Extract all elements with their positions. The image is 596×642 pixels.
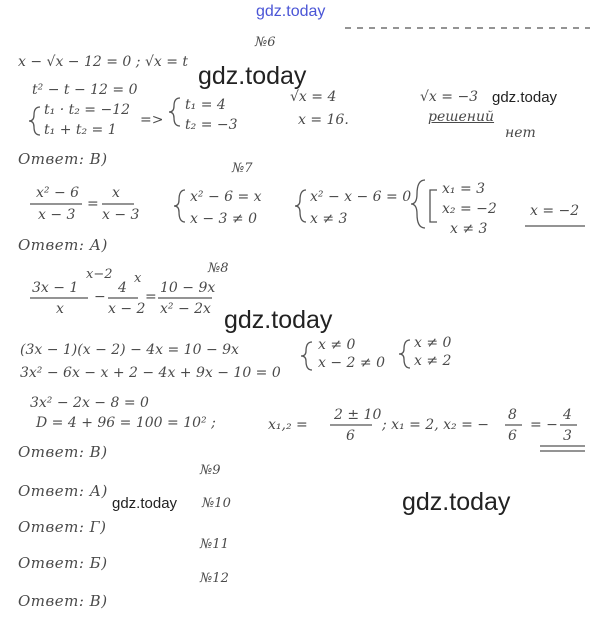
problem-7-set-x1: x₁ = 3 xyxy=(442,181,486,197)
problem-8-f2-multiplier: x xyxy=(134,271,142,286)
watermark-1: gdz.today xyxy=(198,62,307,90)
problem-8-roots-numerator: 2 ± 10 xyxy=(334,407,382,423)
problem-7-equals: = xyxy=(87,196,99,212)
problem-9-answer: Ответ: А) xyxy=(18,482,108,500)
problem-7-result: x = −2 xyxy=(530,203,580,219)
problem-8-roots-denominator: 6 xyxy=(346,428,355,444)
problem-8-discriminant: D = 4 + 96 = 100 = 10² ; xyxy=(36,415,216,431)
problem-7-system2-a: x² − x − 6 = 0 xyxy=(310,189,412,205)
problem-8-equals-minus: = − xyxy=(530,417,558,433)
problem-6-sub2: x = 16. xyxy=(298,112,349,128)
problem-8-f1-numerator: 3x − 1 xyxy=(32,280,79,296)
watermark-4: gdz.today xyxy=(112,495,178,512)
problem-8-roots-values: ; x₁ = 2, x₂ = − xyxy=(382,417,489,433)
problem-6-no-solution-2: нет xyxy=(505,125,536,141)
problem-8-equals: = xyxy=(145,289,157,305)
watermark-3: gdz.today xyxy=(224,306,333,334)
problem-6-number: №6 xyxy=(255,35,276,50)
watermark-5: gdz.today xyxy=(402,488,511,516)
problem-8-f2-numerator: 4 xyxy=(118,280,127,296)
watermark-2: gdz.today xyxy=(492,89,558,106)
problem-11-number: №11 xyxy=(200,537,229,552)
problem-8-x2-denominator: 6 xyxy=(508,428,517,444)
problem-8-number: №8 xyxy=(208,261,229,276)
problem-8-f1-multiplier: x−2 xyxy=(86,267,113,282)
problem-6-vieta-product: t₁ · t₂ = −12 xyxy=(44,102,131,118)
problem-6-sub3: √x = −3 xyxy=(420,89,479,105)
brace-6a xyxy=(29,107,40,135)
problem-9-number: №9 xyxy=(200,463,221,478)
problem-7-system1-b: x − 3 ≠ 0 xyxy=(190,211,257,227)
problem-8-f3-numerator: 10 − 9x xyxy=(160,280,216,296)
problem-6-answer: Ответ: В) xyxy=(18,150,108,168)
problem-8-line3: 3x² − 2x − 8 = 0 xyxy=(30,395,149,411)
problem-7-set-exclusion: x ≠ 3 xyxy=(450,221,488,237)
problem-10-answer: Ответ: Г) xyxy=(18,518,107,536)
problem-8-f2-denominator: x − 2 xyxy=(108,301,146,317)
brace-8a xyxy=(301,342,312,370)
problem-6-vieta-sum: t₁ + t₂ = 1 xyxy=(44,122,117,138)
problem-12-number: №12 xyxy=(200,571,229,586)
watermark-top: gdz.today xyxy=(256,3,326,20)
problem-7-system1-a: x² − 6 = x xyxy=(190,189,262,205)
problem-8-line1: (3x − 1)(x − 2) − 4x = 10 − 9x xyxy=(20,342,239,358)
problem-8-domain2-a: x ≠ 0 xyxy=(414,335,452,351)
problem-8-x2-simplified-denominator: 3 xyxy=(563,428,572,444)
problem-10-number: №10 xyxy=(202,496,231,511)
brace-7b xyxy=(295,190,306,222)
problem-8-x2-numerator: 8 xyxy=(508,407,517,423)
problem-7-answer: Ответ: А) xyxy=(18,236,108,254)
problem-8-domain2-b: x ≠ 2 xyxy=(414,353,452,369)
problem-7-set-x2: x₂ = −2 xyxy=(442,201,497,217)
problem-8-minus: − xyxy=(94,289,106,305)
problem-7-number: №7 xyxy=(232,161,253,176)
problem-8-domain1-a: x ≠ 0 xyxy=(318,337,356,353)
brace-8b xyxy=(399,340,410,368)
problem-6-root1: t₁ = 4 xyxy=(185,97,226,113)
brace-6b xyxy=(169,98,180,126)
problem-6-no-solution-1: решений xyxy=(428,109,495,125)
problem-8-roots-label: x₁,₂ = xyxy=(268,417,308,433)
problem-7-lhs-numerator: x² − 6 xyxy=(36,185,80,201)
problem-8-x2-simplified-numerator: 4 xyxy=(563,407,572,423)
problem-11-answer: Ответ: Б) xyxy=(18,554,108,572)
problem-6-arrow: => xyxy=(140,112,164,128)
problem-6-sub1: √x = 4 xyxy=(290,89,337,105)
problem-8-line2: 3x² − 6x − x + 2 − 4x + 9x − 10 = 0 xyxy=(20,365,281,381)
problem-7-rhs-denominator: x − 3 xyxy=(102,207,140,223)
problem-6-root2: t₂ = −3 xyxy=(185,117,238,133)
problem-7-system2-b: x ≠ 3 xyxy=(310,211,348,227)
problem-7-rhs-numerator: x xyxy=(112,185,120,201)
brace-7a xyxy=(174,190,185,222)
problem-8-answer: Ответ: В) xyxy=(18,443,108,461)
problem-8-f3-denominator: x² − 2x xyxy=(160,301,211,317)
brace-7c xyxy=(411,180,425,228)
problem-8-f1-denominator: x xyxy=(56,301,64,317)
problem-6-equation: x − √x − 12 = 0 ; √x = t xyxy=(18,54,189,70)
problem-7-lhs-denominator: x − 3 xyxy=(38,207,76,223)
problem-8-domain1-b: x − 2 ≠ 0 xyxy=(318,355,385,371)
bracket-7 xyxy=(430,190,437,222)
problem-12-answer: Ответ: В) xyxy=(18,592,108,610)
problem-6-quadratic: t² − t − 12 = 0 xyxy=(32,82,138,98)
